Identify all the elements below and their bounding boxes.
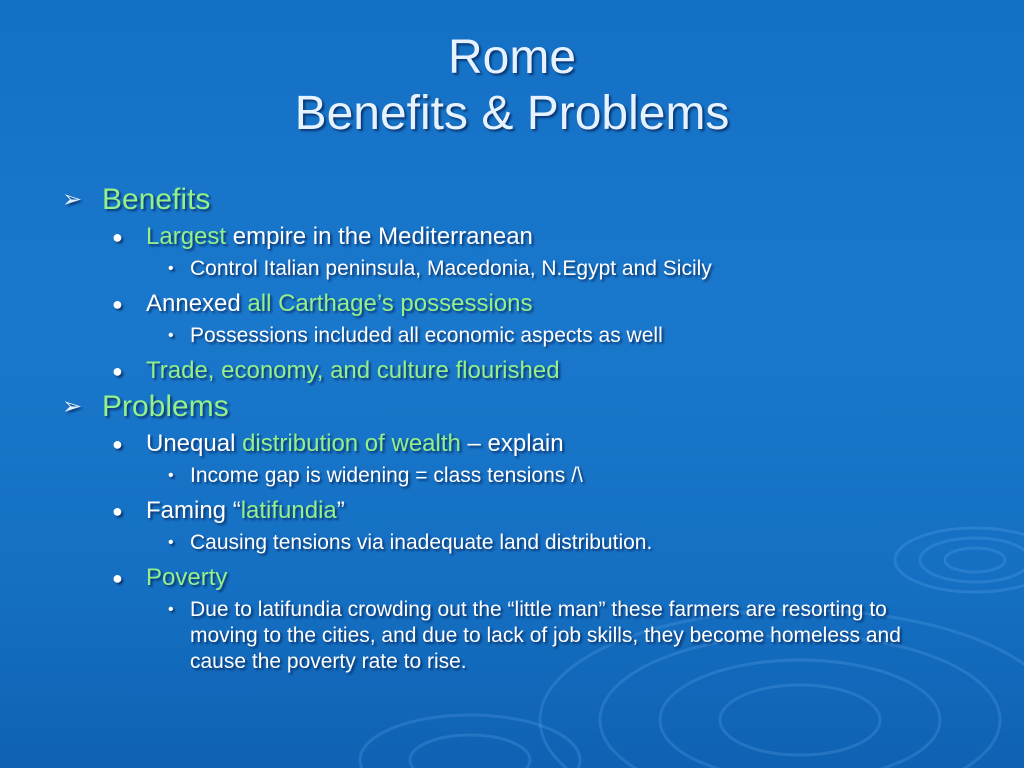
- title-line-1: Rome: [447, 31, 577, 84]
- bullet-largest-empire: [62, 222, 962, 252]
- bullet-trade: [62, 356, 962, 386]
- small-bullet-icon: •: [168, 467, 174, 484]
- bullet-green-text: latifundia: [240, 497, 337, 524]
- bullet-white-text: empire in the Mediterranean: [226, 223, 533, 250]
- bullet-green-text: Largest: [146, 223, 227, 250]
- small-bullet-icon: •: [168, 260, 174, 277]
- bullet-poverty: [62, 563, 962, 593]
- dot-bullet-icon: ●: [112, 294, 123, 314]
- problems-heading-text: Problems: [102, 390, 229, 423]
- problems-heading: [62, 389, 962, 425]
- sub-bullet-text: Causing tensions via inadequate land distribution.: [190, 531, 653, 554]
- small-bullet-icon: •: [168, 534, 174, 551]
- bullet-white-text: Unequal: [146, 430, 243, 457]
- bullet-annexed: [62, 289, 962, 319]
- dot-bullet-icon: ●: [112, 227, 123, 247]
- sub-bullet-text: Control Italian peninsula, Macedonia, N.Egypt and Sicily: [190, 257, 712, 280]
- dot-bullet-icon: ●: [112, 568, 123, 588]
- bullet-latifundia: [62, 496, 962, 526]
- bullet-green-text: all Carthage’s possessions: [247, 290, 533, 317]
- small-bullet-icon: •: [168, 327, 174, 344]
- bullet-tail-text: – explain: [460, 430, 564, 457]
- title-line-2: Benefits & Problems: [294, 87, 730, 140]
- arrow-bullet-icon: ➢: [62, 186, 83, 213]
- dot-bullet-icon: ●: [112, 501, 123, 521]
- sub-bullet-territories: [62, 256, 930, 282]
- sub-bullet-possessions: [62, 323, 930, 349]
- dot-bullet-icon: ●: [112, 434, 123, 454]
- benefits-heading: [62, 182, 962, 218]
- slide-body: [62, 182, 962, 682]
- sub-bullet-land-distribution: [62, 530, 930, 556]
- bullet-tail-text: ”: [336, 497, 345, 524]
- sub-bullet-poverty-explanation: [62, 597, 930, 675]
- slide-title: [0, 30, 1024, 142]
- small-bullet-icon: •: [168, 601, 174, 618]
- sub-bullet-text: Income gap is widening = class tensions /\: [190, 464, 583, 487]
- bullet-white-text: Annexed: [146, 290, 248, 317]
- arrow-bullet-icon: ➢: [62, 393, 83, 420]
- sub-bullet-income-gap: [62, 463, 930, 489]
- sub-bullet-text: Due to latifundia crowding out the “little man” these farmers are resorting to moving to the cities, and due to lack of job skills, they become homeless and cause the poverty rate to rise.: [190, 598, 901, 673]
- sub-bullet-text: Possessions included all economic aspects as well: [190, 324, 663, 347]
- bullet-green-text: Poverty: [146, 564, 228, 591]
- dot-bullet-icon: ●: [112, 361, 123, 381]
- bullet-green-text: distribution of wealth: [242, 430, 461, 457]
- bullet-green-text: Trade, economy, and culture flourished: [146, 357, 560, 384]
- bullet-white-text: Faming “: [146, 497, 241, 524]
- bullet-unequal-wealth: [62, 429, 962, 459]
- benefits-heading-text: Benefits: [102, 183, 211, 216]
